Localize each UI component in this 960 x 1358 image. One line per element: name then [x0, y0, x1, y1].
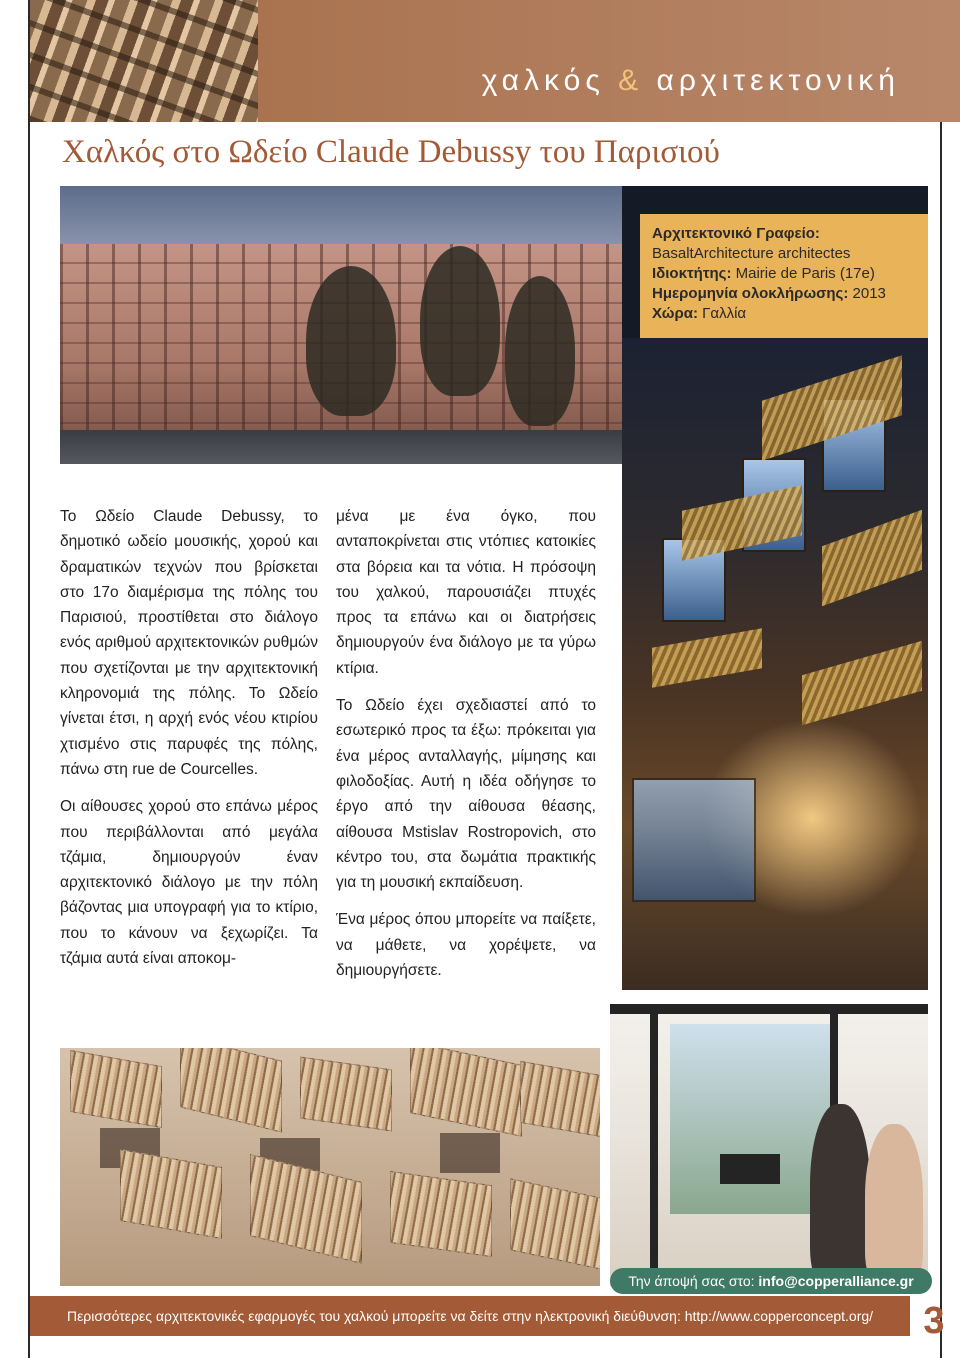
paragraph: Οι αίθουσες χορού στο επάνω μέρος που περιβάλλονται από μεγάλα τζάμια, δημιουργούν έναν αρχιτεκτονικό διάλογο με την πόλη βάζοντας μια υπογραφή για το κτίριο, που το κάνουν να ξεχωρίζει. Τα τζάμια αυτά είναι αποκομ-	[60, 798, 318, 968]
paragraph: μένα με ένα όγκο, που ανταποκρίνεται στις ντόπιες κατοικίες στα βόρεια και τα νότια. Η πρόσοψη του χαλκού, παρουσιάζει πτυχές προς τα επάνω και οι διατρήσεις δημιουργούν ένα διάλογο με τα γύρω κτίρια.	[336, 508, 596, 677]
article-title: Χαλκός στο Ωδείο Claude Debussy του Παρισιού	[62, 134, 720, 170]
copper-panels-photo	[60, 1048, 600, 1286]
date-value: 2013	[852, 285, 886, 302]
date-label: Ημερομηνία ολοκλήρωσης:	[652, 285, 849, 302]
text-column-left	[60, 504, 318, 983]
paragraph: Το Ωδείο Claude Debussy, το δημοτικό ωδείο μουσικής, χορού και δραματικών τεχνών που βρίσκεται στο 17ο διαμέρισμα της πόλης του Παρισιού, προστίθεται στο διάλογο ενός αριθμού αρχιτεκτονικών ρυθμών που σχετίζονται με την αρχιτεκτονική κληρονομιά της πόλης. Το Ωδείο γίνεται έτσι, η αρχή ενός νέου κτιρίου χτισμένο στις παρυφές της πόλης, πάνω στη rue de Courcelles.	[60, 508, 318, 778]
section-title-part2: αρχιτεκτονική	[656, 64, 900, 97]
text-column-right	[336, 504, 596, 995]
section-title-part1: χαλκός	[481, 64, 605, 97]
feedback-email-pill	[610, 1268, 932, 1294]
building-night-facade-photo	[622, 338, 928, 990]
feedback-email-link[interactable]: info@copperalliance.gr	[758, 1273, 914, 1289]
header-facade-photo	[30, 0, 258, 122]
owner-label: Ιδιοκτήτης:	[652, 265, 732, 282]
footer-text: Περισσότερες αρχιτεκτονικές εφαρμογές του χαλκού μπορείτε να δείτε στην ηλεκτρονική διεύθυνση: http://www.copperconcept.org/	[66, 1308, 874, 1324]
header-band	[258, 0, 960, 122]
right-margin-rule	[940, 122, 960, 1358]
section-title	[482, 64, 900, 98]
paragraph: Το Ωδείο έχει σχεδιαστεί από το εσωτερικό προς τα έξω: πρόκειται για ένα μέρος ανταλλαγής, μίμησης και φιλοδοξίας. Αυτή η ιδέα οδήγησε το έργο από την αίθουσα θέασης, αίθουσα Mstislav Rostropovich, στο κέντρο του, στα δωμάτια πρακτικής για τη μουσική εκπαίδευση.	[336, 697, 596, 892]
office-value: BasaltArchitecture architectes	[652, 245, 851, 262]
page-number: 3	[923, 1300, 945, 1342]
music-lesson-photo	[610, 1004, 928, 1286]
building-exterior-photo	[60, 186, 622, 464]
left-margin-rule	[0, 0, 30, 1358]
paragraph: Ένα μέρος όπου μπορείτε να παίξετε, να μάθετε, να χορέψετε, να δημιουργήσετε.	[336, 911, 596, 980]
project-info-box	[640, 214, 928, 338]
owner-value: Mairie de Paris (17e)	[735, 265, 875, 282]
section-title-amp: &	[618, 64, 644, 97]
feedback-label: Την άποψή σας στο:	[628, 1273, 755, 1289]
country-label: Χώρα:	[652, 305, 698, 322]
country-value: Γαλλία	[702, 305, 747, 322]
office-label: Αρχιτεκτονικό Γραφείο:	[652, 225, 820, 242]
